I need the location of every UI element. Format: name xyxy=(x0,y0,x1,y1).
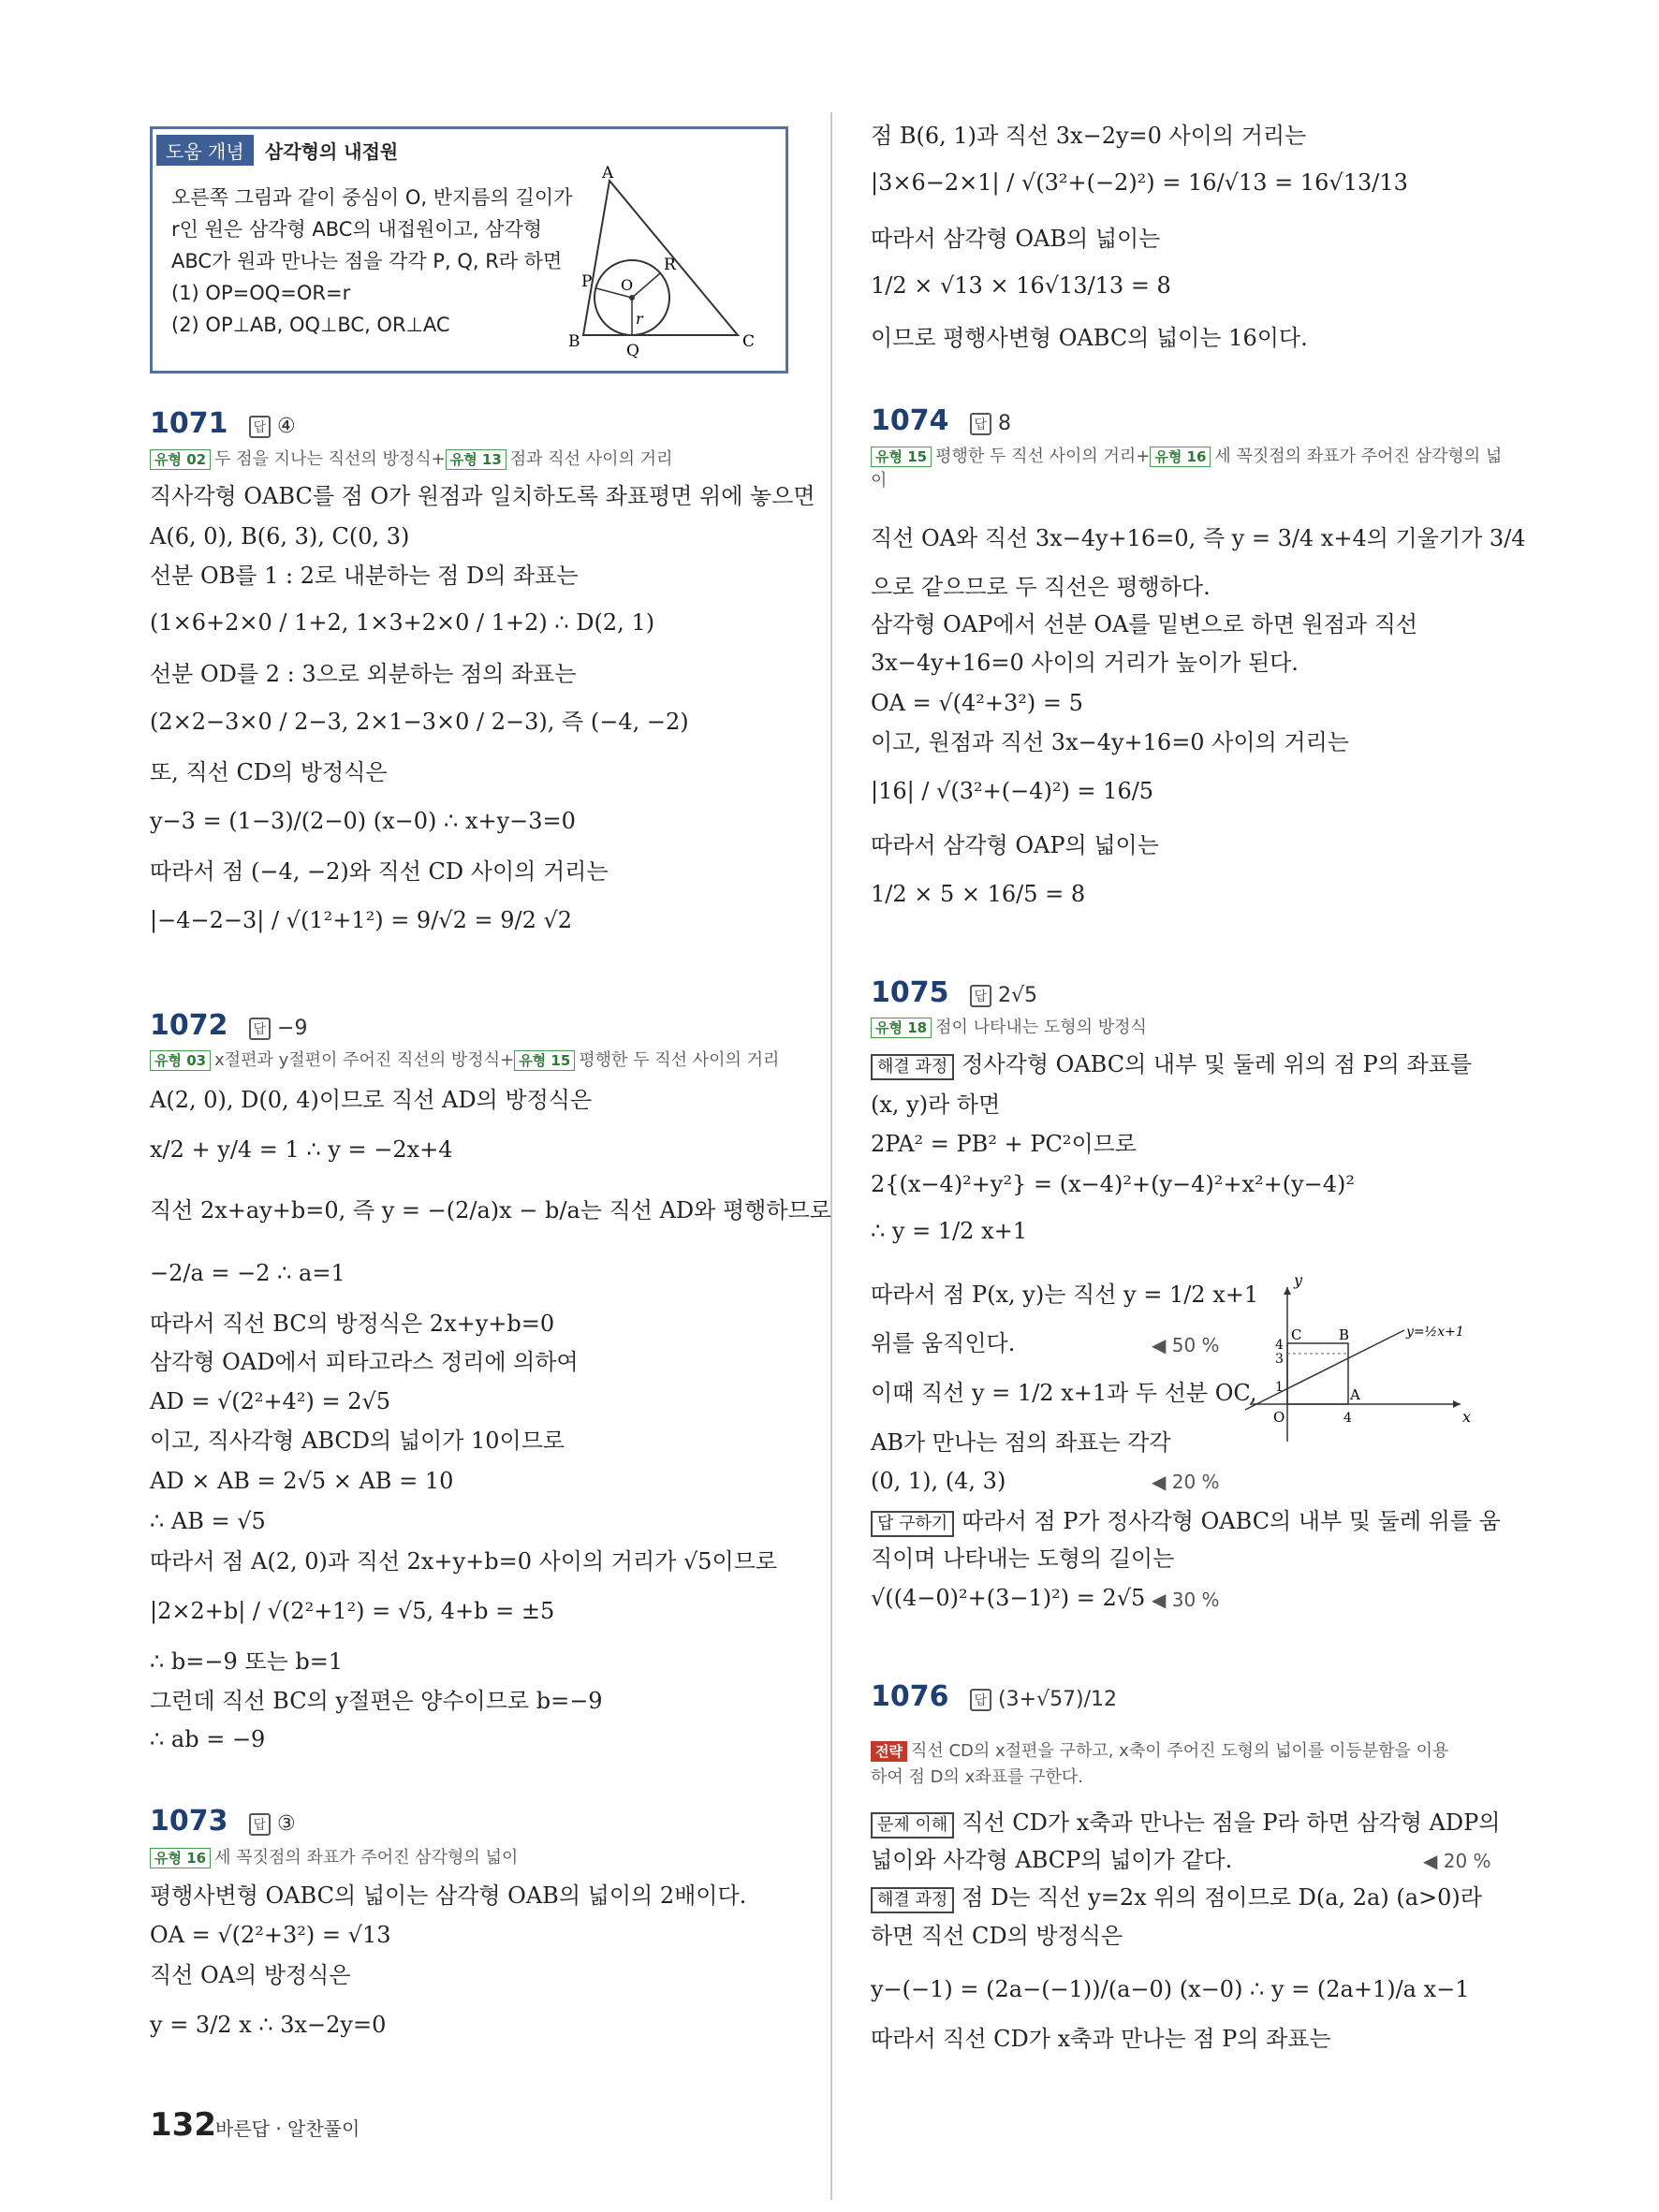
solution-line: (0, 1), (4, 3) xyxy=(871,1468,1006,1494)
fig-label-b: B xyxy=(568,332,580,351)
solution-line: 따라서 점 (−4, −2)와 직선 CD 사이의 거리는 xyxy=(150,858,609,885)
solution-line: ∴ ab = −9 xyxy=(150,1726,266,1752)
solution-line: 해결 과정 정사각형 OABC의 내부 및 둘레 위의 점 P의 좌표를 xyxy=(871,1050,1472,1080)
score-percent: ◀ 20 % xyxy=(1152,1471,1220,1493)
solution-line: 2PA² = PB² + PC²이므로 xyxy=(871,1131,1137,1157)
solution-line: 위를 움직인다. xyxy=(871,1330,1016,1356)
line-square-graph xyxy=(1245,1271,1507,1446)
footer-title: 바른답 · 알찬풀이 xyxy=(215,2117,360,2140)
solution-line: 이고, 직사각형 ABCD의 넓이가 10이므로 xyxy=(150,1428,565,1454)
page-number: 132 xyxy=(150,2106,216,2144)
solution-line: 따라서 직선 CD가 x축과 만나는 점 P의 좌표는 xyxy=(871,2026,1331,2052)
graph-tick-3: 3 xyxy=(1275,1352,1284,1367)
solution-line: 1/2 × √13 × 16√13/13 = 8 xyxy=(871,272,1171,299)
solution-line: ∴ AB = √5 xyxy=(150,1508,266,1534)
graph-label-y: y xyxy=(1294,1271,1303,1289)
type-tags: 유형 15 평행한 두 직선 사이의 거리+ 유형 16 세 꼭짓점의 좌표가 주어진 삼각형의 넓이 xyxy=(871,447,1503,491)
graph-tick-1: 1 xyxy=(1275,1380,1284,1395)
solution-line: ∴ b=−9 또는 b=1 xyxy=(150,1648,344,1675)
graph-label-b: B xyxy=(1339,1326,1350,1343)
column-divider xyxy=(830,112,832,2200)
solution-line: 으로 같으므로 두 직선은 평행하다. xyxy=(871,574,1211,600)
solution-line: 직선 OA의 방정식은 xyxy=(150,1962,351,1988)
solution-line: y−3 = (1−3)/(2−0) (x−0) ∴ x+y−3=0 xyxy=(150,808,576,834)
solution-line: 따라서 삼각형 OAB의 넓이는 xyxy=(871,226,1161,252)
answer: ③ xyxy=(277,1812,296,1836)
fig-label-q: Q xyxy=(626,342,639,360)
solution-line: (1×6+2×0 / 1+2, 1×3+2×0 / 1+2) ∴ D(2, 1) xyxy=(150,609,655,636)
fig-label-a: A xyxy=(602,164,614,183)
solution-line: A(2, 0), D(0, 4)이므로 직선 AD의 방정식은 xyxy=(150,1087,593,1113)
solution-line: |16| / √(3²+(−4)²) = 16/5 xyxy=(871,778,1154,804)
problem-number: 1075 답 2√5 xyxy=(871,976,1038,1009)
answer: (3+√57)/12 xyxy=(998,1688,1118,1711)
answer: 8 xyxy=(998,412,1012,435)
graph-tick-x4: 4 xyxy=(1343,1411,1352,1426)
strategy: 전략 직선 CD의 x절편을 구하고, x축이 주어진 도형의 넓이를 이등분함을 이용 xyxy=(871,1739,1448,1764)
graph-line-eq: y=½x+1 xyxy=(1406,1325,1464,1340)
score-percent: ◀ 50 % xyxy=(1152,1334,1220,1356)
solution-line: 그런데 직선 BC의 y절편은 양수이므로 b=−9 xyxy=(150,1688,603,1714)
solution-line: 직사각형 OABC를 점 O가 원점과 일치하도록 좌표평면 위에 놓으면 xyxy=(150,483,815,509)
fig-label-c: C xyxy=(742,332,756,351)
type-tags: 유형 03 x절편과 y절편이 주어진 직선의 방정식+ 유형 15 평행한 두 직선 사이의 거리 xyxy=(150,1048,779,1073)
step-label: 문제 이해 xyxy=(871,1812,954,1838)
solution-line: AB가 만나는 점의 좌표는 각각 xyxy=(871,1429,1171,1456)
solution-line: 따라서 점 A(2, 0)과 직선 2x+y+b=0 사이의 거리가 √5이므로 xyxy=(150,1548,778,1575)
incircle-figure xyxy=(568,164,761,363)
concept-line: r인 원은 삼각형 ABC의 내접원이고, 삼각형 xyxy=(171,218,543,241)
solution-line: 3x−4y+16=0 사이의 거리가 높이가 된다. xyxy=(871,650,1299,676)
solution-line: OA = √(4²+3²) = 5 xyxy=(871,690,1083,716)
graph-label-x: x xyxy=(1462,1408,1472,1426)
solution-line: 직선 2x+ay+b=0, 즉 y = −(2/a)x − b/a는 직선 AD와 평행하므로 xyxy=(150,1197,831,1223)
concept-tag: 도움 개념 xyxy=(156,135,254,166)
solution-line: 직이며 나타내는 도형의 길이는 xyxy=(871,1545,1175,1572)
solution-line: 점 B(6, 1)과 직선 3x−2y=0 사이의 거리는 xyxy=(871,123,1307,149)
solution-line: 이므로 평행사변형 OABC의 넓이는 16이다. xyxy=(871,325,1308,351)
solution-line: 답 구하기 따라서 점 P가 정사각형 OABC의 내부 및 둘레 위를 움 xyxy=(871,1507,1501,1537)
solution-line: y = 3/2 x ∴ 3x−2y=0 xyxy=(150,2012,387,2038)
type-tags: 유형 16 세 꼭짓점의 좌표가 주어진 삼각형의 넓이 xyxy=(150,1846,518,1870)
solution-line: |2×2+b| / √(2²+1²) = √5, 4+b = ±5 xyxy=(150,1598,555,1624)
concept-line: (1) OP=OQ=OR=r xyxy=(171,282,351,304)
solution-line: 이고, 원점과 직선 3x−4y+16=0 사이의 거리는 xyxy=(871,729,1349,755)
solution-line: 선분 OB를 1 : 2로 내분하는 점 D의 좌표는 xyxy=(150,563,579,589)
answer: ④ xyxy=(277,415,296,438)
solution-line: 넓이와 사각형 ABCP의 넓이가 같다. xyxy=(871,1847,1233,1873)
concept-line: (2) OP⊥AB, OQ⊥BC, OR⊥AC xyxy=(171,314,450,336)
problem-number: 1071 답 ④ xyxy=(150,407,296,440)
solution-line: (2×2−3×0 / 2−3, 2×1−3×0 / 2−3), 즉 (−4, −2) xyxy=(150,709,689,735)
answer: 2√5 xyxy=(998,984,1038,1007)
strategy: 하여 점 D의 x좌표를 구한다. xyxy=(871,1767,1084,1787)
problem-number: 1073 답 ③ xyxy=(150,1805,296,1838)
type-tags: 유형 02 두 점을 지나는 직선의 방정식+ 유형 13 점과 직선 사이의 거리 xyxy=(150,447,672,472)
solution-line: 또, 직선 CD의 방정식은 xyxy=(150,759,388,785)
solution-line: 삼각형 OAP에서 선분 OA를 밑변으로 하면 원점과 직선 xyxy=(871,611,1418,637)
solution-line: 따라서 점 P(x, y)는 직선 y = 1/2 x+1 xyxy=(871,1282,1259,1308)
fig-label-radius: r xyxy=(636,310,643,328)
solution-line: −2/a = −2 ∴ a=1 xyxy=(150,1260,345,1286)
score-percent: ◀ 30 % xyxy=(1152,1589,1220,1611)
solution-line: 해결 과정 점 D는 직선 y=2x 위의 점이므로 D(a, 2a) (a>0)라 xyxy=(871,1883,1482,1913)
solution-line: 직선 OA와 직선 3x−4y+16=0, 즉 y = 3/4 x+4의 기울기가 3/4 xyxy=(871,525,1526,551)
graph-tick-4: 4 xyxy=(1275,1338,1284,1353)
solution-line: |−4−2−3| / √(1²+1²) = 9/√2 = 9/2 √2 xyxy=(150,907,573,933)
solution-line: 1/2 × 5 × 16/5 = 8 xyxy=(871,881,1086,907)
graph-label-c: C xyxy=(1291,1326,1302,1343)
solution-line: 평행사변형 OABC의 넓이는 삼각형 OAB의 넓이의 2배이다. xyxy=(150,1882,747,1909)
fig-label-p: P xyxy=(581,272,593,291)
answer: −9 xyxy=(277,1017,308,1040)
problem-number: 1072 답 −9 xyxy=(150,1009,308,1042)
concept-line: ABC가 원과 만나는 점을 각각 P, Q, R라 하면 xyxy=(171,250,563,272)
fig-label-r: R xyxy=(664,256,676,274)
solution-line: √((4−0)²+(3−1)²) = 2√5 xyxy=(871,1585,1146,1611)
graph-label-a: A xyxy=(1350,1386,1360,1403)
problem-number: 1076 답 (3+√57)/12 xyxy=(871,1680,1118,1713)
solution-line: 이때 직선 y = 1/2 x+1과 두 선분 OC, xyxy=(871,1380,1257,1406)
concept-line: 오른쪽 그림과 같이 중심이 O, 반지름의 길이가 xyxy=(171,186,573,209)
solution-line: A(6, 0), B(6, 3), C(0, 3) xyxy=(150,523,410,549)
solution-line: AD × AB = 2√5 × AB = 10 xyxy=(150,1468,454,1494)
solution-line: 삼각형 OAD에서 피타고라스 정리에 의하여 xyxy=(150,1349,579,1375)
solution-line: y−(−1) = (2a−(−1))/(a−0) (x−0) ∴ y = (2a+1)/a x−1 xyxy=(871,1976,1470,2002)
concept-title: 삼각형의 내접원 xyxy=(265,140,399,163)
problem-number: 1074 답 8 xyxy=(871,404,1012,437)
solution-line: x/2 + y/4 = 1 ∴ y = −2x+4 xyxy=(150,1136,453,1163)
solution-line: ∴ y = 1/2 x+1 xyxy=(871,1218,1027,1244)
solution-line: |3×6−2×1| / √(3²+(−2)²) = 16/√13 = 16√13/13 xyxy=(871,169,1408,196)
solution-line: (x, y)라 하면 xyxy=(871,1091,1001,1118)
solution-line: 따라서 삼각형 OAP의 넓이는 xyxy=(871,832,1159,858)
type-tags: 유형 18 점이 나타내는 도형의 방정식 xyxy=(871,1016,1147,1040)
step-label: 답 구하기 xyxy=(871,1511,954,1537)
step-label: 해결 과정 xyxy=(871,1887,954,1913)
concept-box xyxy=(150,126,788,374)
solution-line: 하면 직선 CD의 방정식은 xyxy=(871,1923,1123,1949)
graph-label-o: O xyxy=(1273,1409,1285,1426)
solution-line: 문제 이해 직선 CD가 x축과 만나는 점을 P라 하면 삼각형 ADP의 xyxy=(871,1809,1500,1838)
solution-line: OA = √(2²+3²) = √13 xyxy=(150,1922,391,1948)
score-percent: ◀ 20 % xyxy=(1423,1850,1491,1872)
solution-line: 선분 OD를 2 : 3으로 외분하는 점의 좌표는 xyxy=(150,661,577,687)
fig-label-o: O xyxy=(621,276,634,294)
step-label: 해결 과정 xyxy=(871,1054,954,1080)
solution-line: 따라서 직선 BC의 방정식은 2x+y+b=0 xyxy=(150,1311,555,1337)
solution-line: 2{(x−4)²+y²} = (x−4)²+(y−4)²+x²+(y−4)² xyxy=(871,1171,1356,1197)
solution-line: AD = √(2²+4²) = 2√5 xyxy=(150,1388,391,1414)
